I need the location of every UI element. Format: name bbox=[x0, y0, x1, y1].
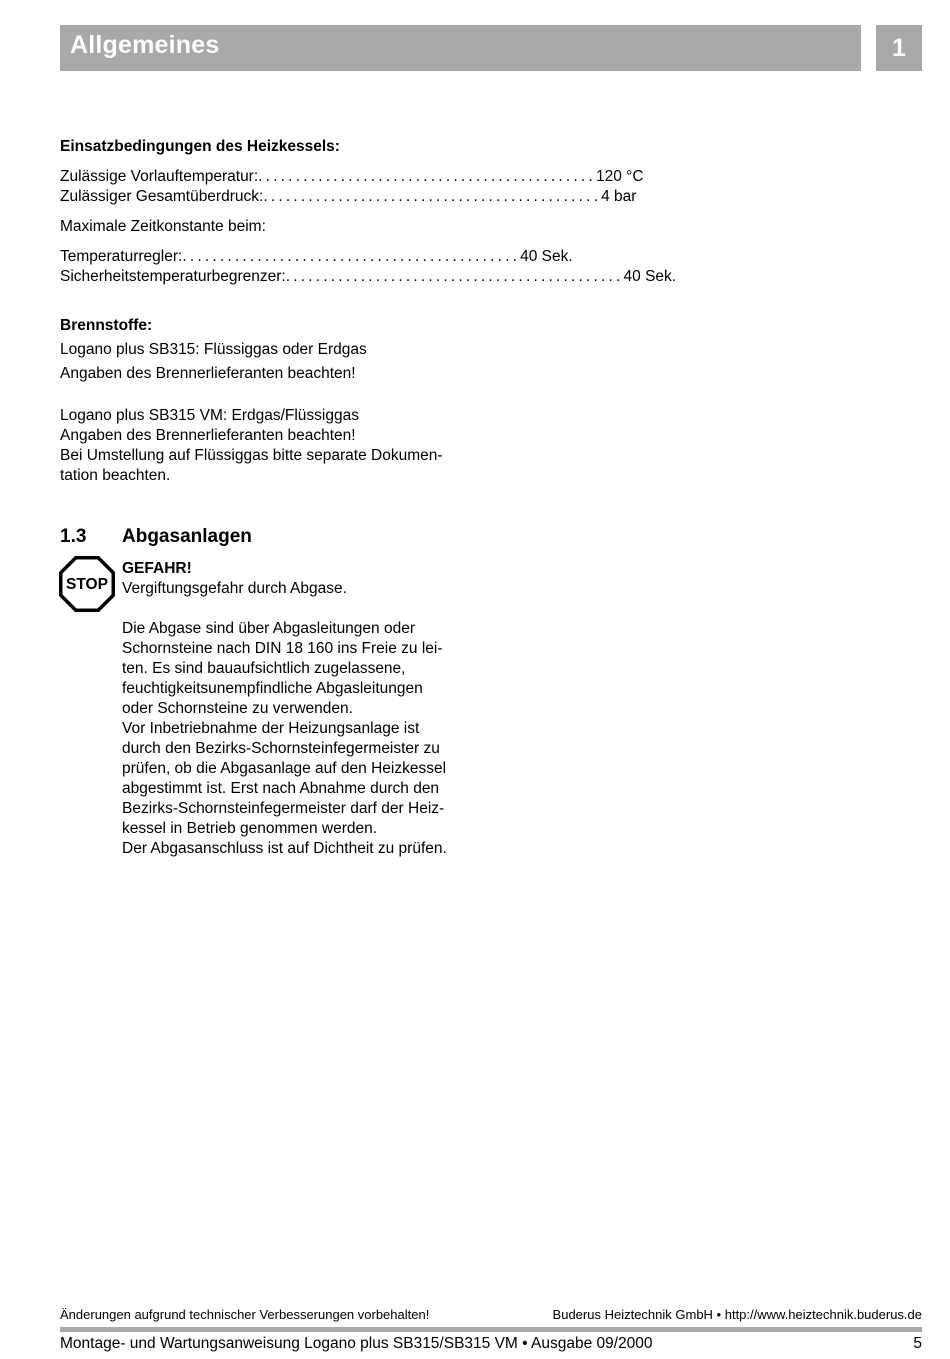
spec-leader-dots: ............................................. bbox=[285, 268, 624, 285]
operating-conditions-heading: Einsatzbedingungen des Heizkessels: bbox=[60, 138, 340, 155]
fuels-line: Angaben des Brennerlieferanten beachten! bbox=[60, 427, 356, 444]
fuels-line: Logano plus SB315 VM: Erdgas/Flüssiggas bbox=[60, 407, 359, 424]
footer-disclaimer: Änderungen aufgrund technischer Verbesserungen vorbehalten! bbox=[60, 1307, 430, 1322]
spec-label: Zulässige Vorlauftemperatur: bbox=[60, 168, 259, 185]
section-number: 1.3 bbox=[60, 526, 87, 547]
warning-body-line: abgestimmt ist. Erst nach Abnahme durch den bbox=[122, 780, 440, 797]
time-constant-specs bbox=[60, 247, 677, 287]
warning-block bbox=[122, 559, 482, 599]
spec-row bbox=[60, 167, 644, 187]
fuels-line: Logano plus SB315: Flüssiggas oder Erdgas bbox=[60, 341, 367, 358]
page-number: 5 bbox=[913, 1335, 922, 1352]
fuels-line: Angaben des Brennerlieferanten beachten! bbox=[60, 365, 356, 382]
spec-value: 120 °C bbox=[595, 168, 644, 185]
operating-conditions bbox=[60, 137, 480, 157]
time-constant-intro bbox=[60, 217, 480, 237]
fuels-vm-block bbox=[60, 406, 480, 486]
footer-company: Buderus Heiztechnik GmbH • http://www.heiztechnik.buderus.de bbox=[552, 1307, 922, 1322]
fuels-line: tation beachten. bbox=[60, 467, 171, 484]
chapter-title: Allgemeines bbox=[70, 31, 220, 59]
warning-body-line: prüfen, ob die Abgasanlage auf den Heizkessel bbox=[122, 760, 447, 777]
warning-body-line: durch den Bezirks-Schornsteinfegermeister zu bbox=[122, 740, 440, 757]
warning-body-line: oder Schornsteine zu verwenden. bbox=[122, 700, 353, 717]
spec-label: Zulässiger Gesamtüberdruck: bbox=[60, 188, 264, 205]
stop-sign-text: STOP bbox=[66, 576, 108, 593]
spec-value: 40 Sek. bbox=[623, 268, 677, 285]
warning-short-text: Vergiftungsgefahr durch Abgase. bbox=[122, 580, 347, 597]
spec-label: Temperaturregler: bbox=[60, 248, 183, 265]
warning-body-line: Der Abgasanschluss ist auf Dichtheit zu prüfen. bbox=[122, 840, 447, 857]
chapter-header-bar bbox=[60, 25, 861, 71]
time-constant-heading: Maximale Zeitkonstante beim: bbox=[60, 218, 266, 235]
spec-leader-dots: ............................................. bbox=[263, 188, 602, 205]
footer-document-title: Montage- und Wartungsanweisung Logano plus SB315/SB315 VM • Ausgabe 09/2000 bbox=[60, 1335, 653, 1352]
spec-row bbox=[60, 267, 677, 287]
spec-value: 4 bar bbox=[601, 188, 637, 205]
fuels-heading: Brennstoffe: bbox=[60, 317, 153, 334]
spec-label: Sicherheitstemperaturbegrenzer: bbox=[60, 268, 286, 285]
warning-body-line: Bezirks-Schornsteinfegermeister darf der Heiz- bbox=[122, 800, 445, 817]
section-title: Abgasanlagen bbox=[122, 526, 252, 547]
fuels-line: Bei Umstellung auf Flüssiggas bitte separate Dokumen- bbox=[60, 447, 443, 464]
warning-body bbox=[122, 619, 482, 859]
warning-body-line: feuchtigkeitsunempfindliche Abgasleitungen bbox=[122, 680, 423, 697]
spec-leader-dots: ............................................. bbox=[182, 248, 521, 265]
warning-body-line: kessel in Betrieb genommen werden. bbox=[122, 820, 378, 837]
warning-body-line: ten. Es sind bauaufsichtlich zugelassene, bbox=[122, 660, 406, 677]
spec-leader-dots: ............................................. bbox=[258, 168, 596, 185]
spec-value: 40 Sek. bbox=[520, 248, 573, 265]
pressure-temperature-specs bbox=[60, 167, 644, 207]
warning-body-line: Die Abgase sind über Abgasleitungen oder bbox=[122, 620, 415, 637]
spec-row bbox=[60, 247, 573, 267]
warning-body-line: Schornsteine nach DIN 18 160 ins Freie zu lei- bbox=[122, 640, 443, 657]
warning-label: GEFAHR! bbox=[122, 560, 192, 577]
spec-row bbox=[60, 187, 637, 207]
chapter-number: 1 bbox=[876, 25, 922, 71]
fuels-block bbox=[60, 316, 480, 384]
warning-body-line: Vor Inbetriebnahme der Heizungsanlage ist bbox=[122, 720, 420, 737]
stop-sign-icon bbox=[58, 555, 116, 613]
footer-divider bbox=[60, 1327, 922, 1332]
